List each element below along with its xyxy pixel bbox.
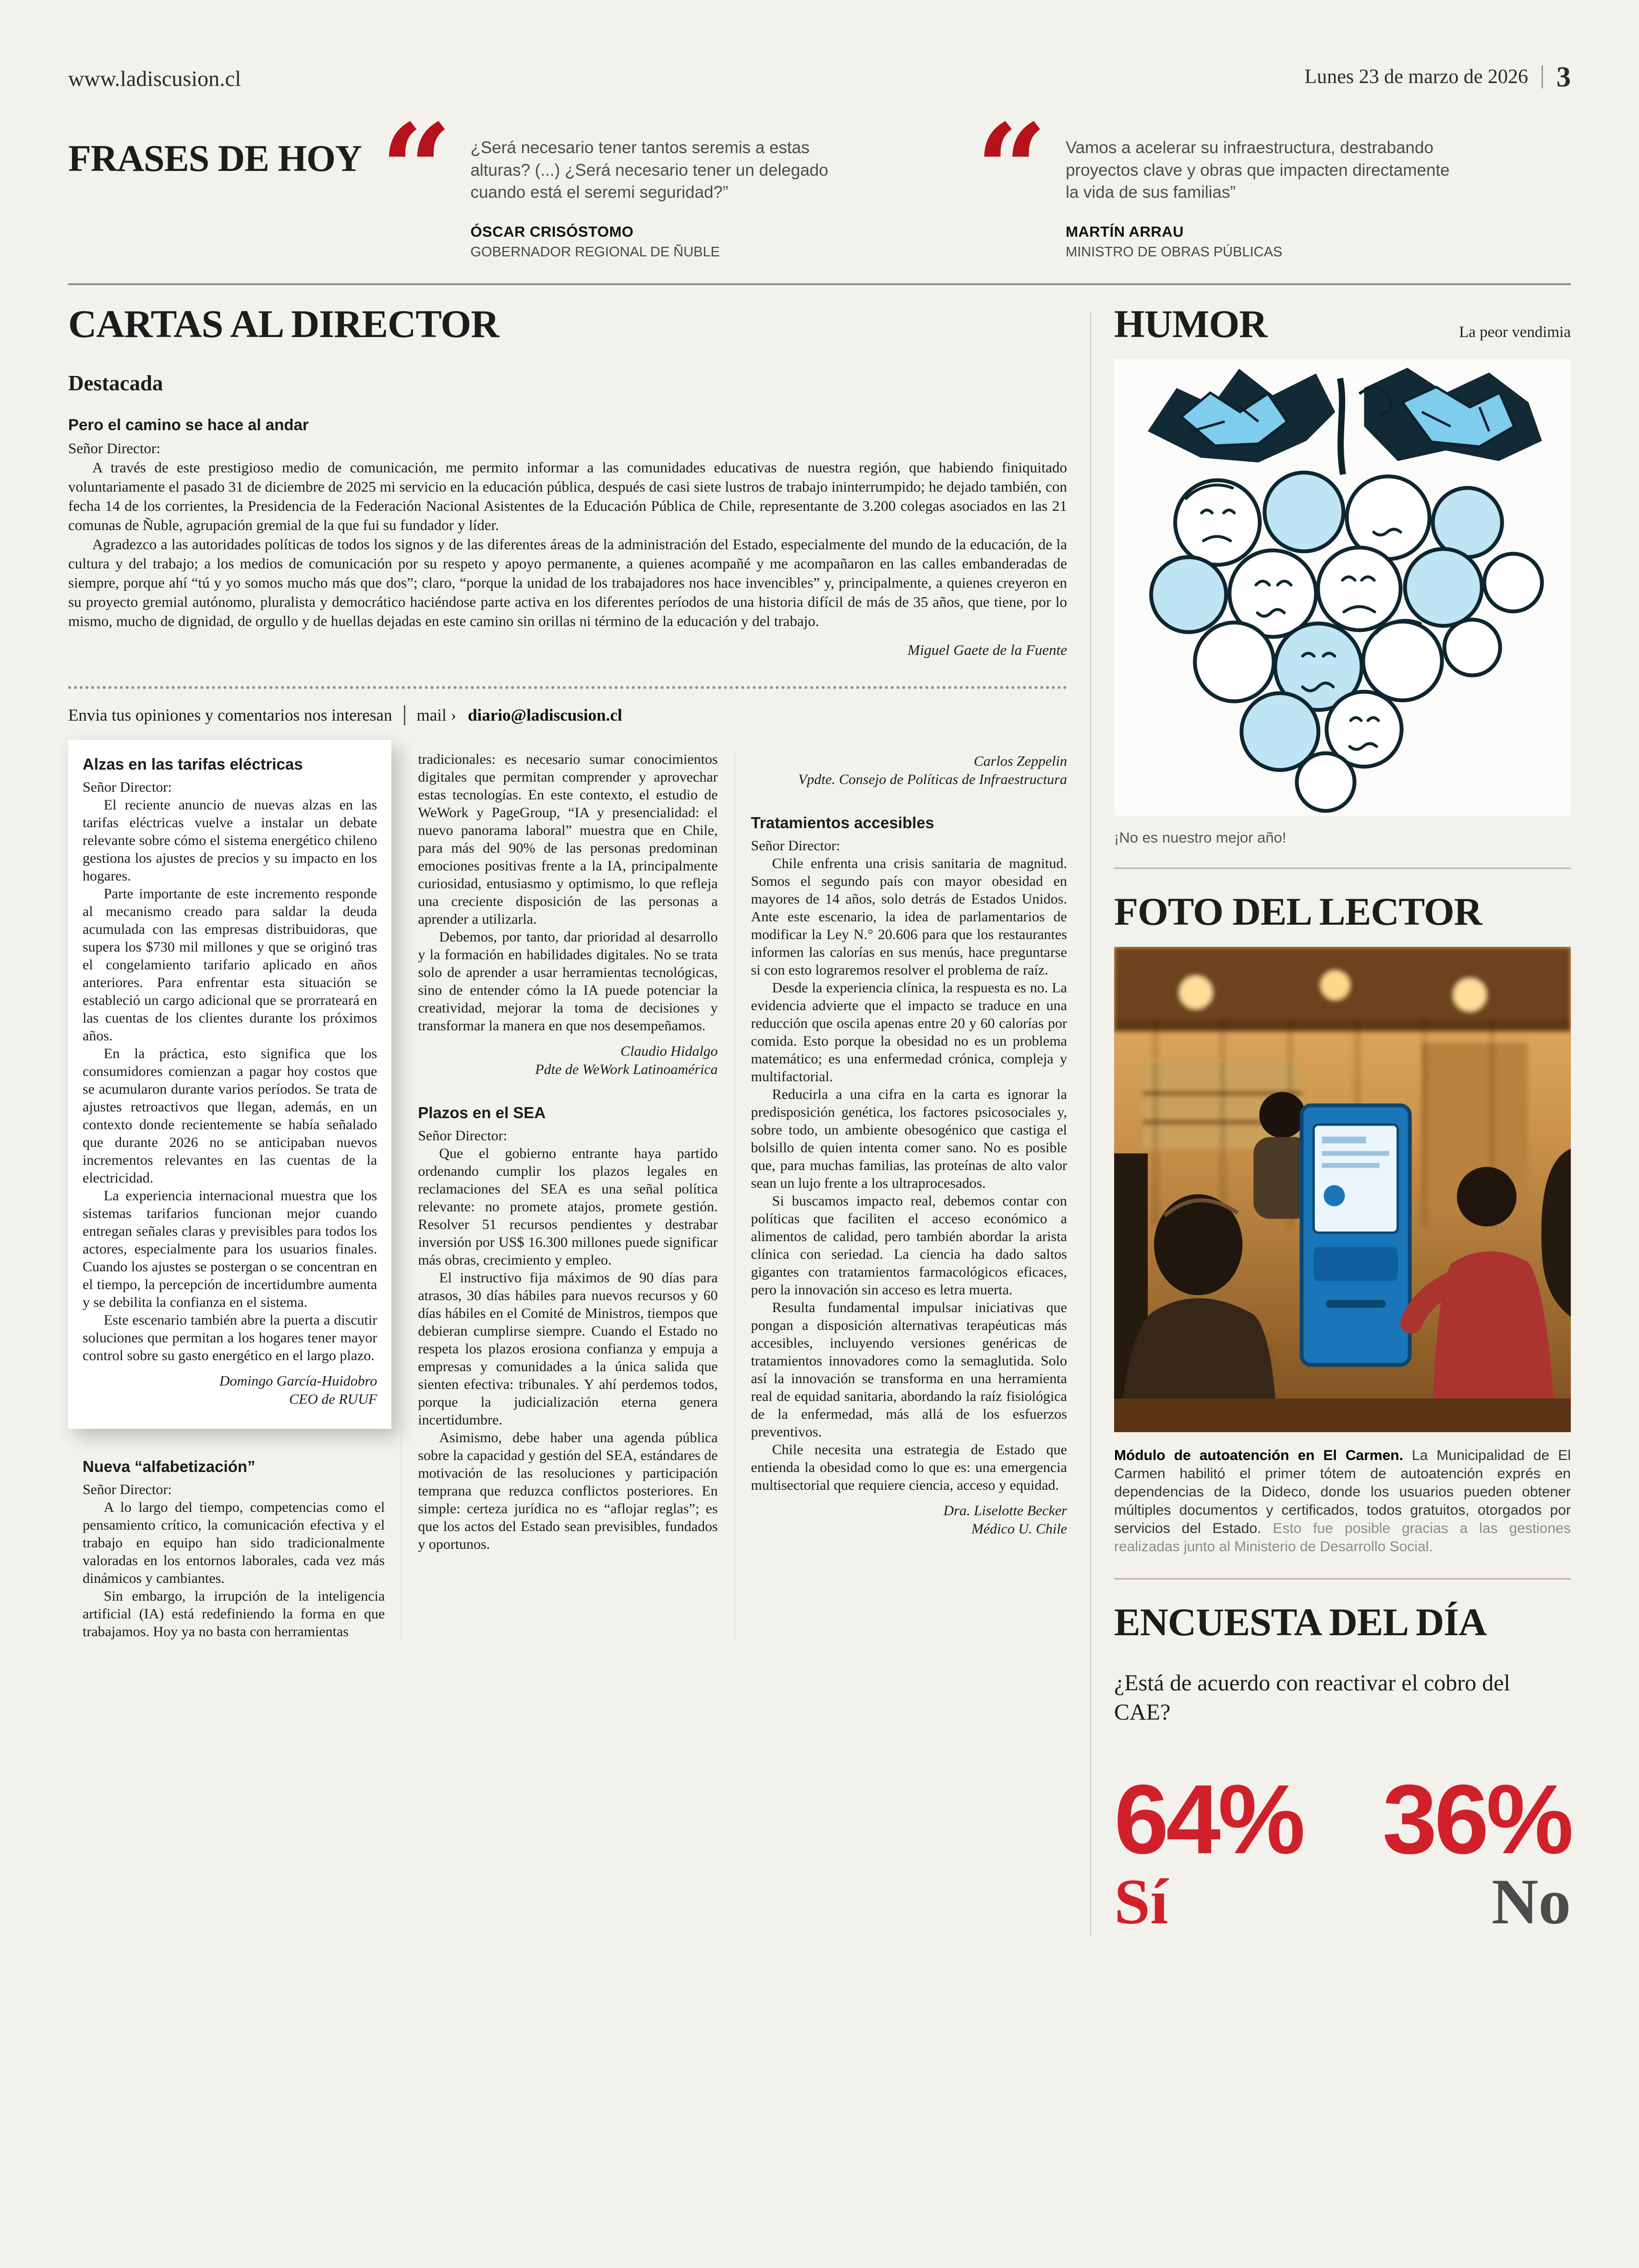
frases-title: FRASES DE HOY [68,137,362,179]
quote-author-role: GOBERNADOR REGIONAL DE ÑUBLE [470,244,720,260]
letter-paragraph: A través de este prestigioso medio de comunicación, me permito informar a las comunidades educativas de nuestra región, que habiendo finiquitado voluntariamente el pasado 31 de diciembre de 2025 mi servicio en la educación pública, después de casi siete lustros de trabajo ininterrumpido; he dejado también, con fecha 14 de los corrientes, la Presidencia de la Federación Nacional Asistentes de la Educación Pública de Chile, representante de 3.200 colegas asociados en las 21 comunas de Ñuble, agrupación gremial de la que fui su fundador y líder. [68,458,1067,533]
letters-column-2 [401,750,734,1641]
dotted-rule [68,686,1067,689]
frases-de-hoy-section [68,97,1571,260]
letter-paragraph: La experiencia internacional muestra que los sistemas tarifarios funcionan mejor cuando entregan señales claras y previsibles para todos los actores, especialmente para los usuarios finales. Cuando los ajustes se postergan o se concentran en el tiempo, la percepción de incertidumbre aumenta y se debilita la confianza en el sistema. [83,1187,377,1310]
section-rule [1114,1578,1571,1580]
right-column [1114,304,1571,1936]
letter-signature [751,1502,1067,1538]
letter-paragraph: Chile necesita una estrategia de Estado que entienda la obesidad como lo que es: una emergencia multisectorial que requiere ciencia, acceso y equidad. [751,1441,1067,1493]
signature-name: Carlos Zeppelin [973,753,1067,769]
letter-title: Nueva “alfabetización” [83,1457,255,1475]
signature-name: Dra. Liselotte Becker [943,1502,1067,1519]
page-header [68,62,1571,91]
quote-text: Vamos a acelerar su infraestructura, destrabando proyectos clave y obras que impacten directamente la vida de sus familias” [1066,138,1450,202]
destacada-label: Destacada [68,371,163,395]
letter-paragraph: Asimismo, debe haber una agenda pública sobre la capacidad y gestión del SEA, estándares de motivación de las resoluciones y participación temprana que reduzca conflictos posteriores. En simple: certeza jurídica no es “aflojar reglas”; es que los actos del Estado sean previsibles, fundados y oportunos. [418,1429,718,1552]
letter-title: Tratamientos accesibles [751,813,935,832]
letter-paragraph: Chile enfrenta una crisis sanitaria de magnitud. Somos el segundo país con mayor obesidad en mayores de 14 años, solo detrás de Estados Unidos. Ante este escenario, la idea de parlamentarios de modificar la Ley N.° 20.606 para que los restaurantes informen las calorías en sus menús, hace preguntarse si con esto lograremos resolver el problema de raíz. [751,855,1067,978]
letter-paragraph: El instructivo fija máximos de 90 días para atrasos, 30 días hábiles para nuevos recursos y 60 días hábiles en el Comité de Ministros, tiempos que debieran cumplirse siempre. Cuando el Estado no respeta los plazos erosiona confianza y empuja a empresas y comunidades a la única salida que sienten efectiva: tribunales. Y ahí perdemos todos, porque la judicialización eterna genera incertidumbre. [418,1269,718,1428]
letter-title: Pero el camino se hace al andar [68,415,309,434]
letter-paragraph: Parte importante de este incremento responde al mecanismo creado para saldar la deuda acumulada con las empresas distribuidoras, que supera los $730 mil millones y que se originó tras el congelamiento tarifario aplicado en años anteriores. Para enfrentar esta situación se estableció un cargo adicional que se prorrateará en las cuentas de los clientes durante los próximos años. [83,885,377,1044]
letter-paragraph: Agradezco a las autoridades políticas de todos los signos y de las diferentes áreas de la administración del Estado, especialmente del mundo de la educación, de la cultura y del trabajo; a los medios de comunicación por su respeto y apoyo permanente, a quienes acompañé y me acompañaron en las calles embanderadas de siempre, porque ahí “tú y yo somos mucho más que dos”; claro, “porque la unidad de los trabajadores nos hace invencibles” y, principalmente, a quienes creyeron en su proyecto gremial autónomo, pluralista y democrático haciéndose parte activa en los diferentes períodos de una historia difícil de más de 35 años, que tiene, por lo mismo, mucho de dignidad, de orgullo y de huellas dejadas en este camino sin orillas ni término de la educación y del trabajo. [68,535,1067,629]
quote-author: MARTÍN ARRAU [1066,223,1184,240]
quote-block-2 [975,97,1571,260]
letter-salutation: Señor Director: [418,1127,508,1144]
letter-paragraph: Debemos, por tanto, dar prioridad al desarrollo y la formación en habilidades digitales. No se trata solo de aprender a usar herramientas tecnológicas, sino de entender cómo la IA puede potenciar la creatividad, mejorar la toma de decisiones y transformar la manera en que nos desempeñamos. [418,929,718,1034]
contact-email-link[interactable]: diario@ladiscusion.cl [468,705,622,724]
letters-columns [68,750,1067,1641]
poll-results [1114,1764,1571,1938]
poll-no-value: 36% [1382,1764,1571,1874]
signature-role: Vpdte. Consejo de Políticas de Infraestructura [798,771,1067,787]
letter-tratamientos [751,814,1067,1538]
quote-icon: “ [380,97,452,243]
featured-letter [68,416,1067,660]
contact-divider [404,705,405,725]
quote-author-role: MINISTRO DE OBRAS PÚBLICAS [1066,244,1283,260]
kiosk-photo-illustration [1114,947,1571,1432]
poll-no [1382,1764,1571,1938]
photo-floor [1114,1399,1571,1432]
poll-question: ¿Está de acuerdo con reactivar el cobro del CAE? [1114,1670,1510,1725]
header-divider [1542,65,1543,88]
letter-salutation: Señor Director: [83,1481,172,1497]
section-rule [1114,868,1571,869]
cartas-title: CARTAS AL DIRECTOR [68,302,499,346]
letter-paragraph: Reducirla a una cifra en la carta es ignorar la predisposición genética, los factores psicosociales y, sobre todo, un ambiente obesogénico que castiga el bolsillo de quien intenta comer sano. No es posible que, para muchas familias, las proteínas de alto valor sean un lujo frente a los ultraprocesados. [751,1086,1067,1191]
letter-paragraph: Si buscamos impacto real, debemos contar con políticas que faciliten el acceso económico a alimentos de calidad, pero también abordar la arista clínica con seriedad. La ciencia ha dado saltos gigantes con tratamientos farmacológicos eficaces, pero la innovación sin acceso es letra muerta. [751,1193,1067,1298]
page-number: 3 [1556,61,1571,93]
letter-sea-signature [751,750,1067,789]
letter-alfabetizacion-continuation [418,750,717,1079]
issue-date: Lunes 23 de marzo de 2026 [1304,66,1528,88]
photo-caption-note: Esto fue posible gracias a las gestiones realizadas junto al Ministerio de Desarrollo Social. [1114,1520,1571,1555]
letters-column-1 [68,750,401,1641]
letter-sea [418,1104,717,1553]
letter-salutation: Señor Director: [83,779,172,795]
letter-salutation: Señor Director: [751,837,840,854]
encuesta-title: ENCUESTA DEL DÍA [1114,1600,1487,1644]
letters-column-3 [734,750,1067,1641]
letter-title: Plazos en el SEA [418,1103,546,1122]
quote-block-1 [380,97,976,260]
site-url[interactable]: www.ladiscusion.cl [68,66,241,91]
humor-header [1114,304,1571,344]
letter-signature [83,1372,377,1409]
date-block [1305,62,1571,91]
contact-line [68,705,1067,725]
quote-icon: “ [975,97,1048,243]
kiosk-totem [1301,1105,1409,1365]
header-rule [68,283,1571,285]
vertical-divider [1090,312,1091,1936]
poll-yes [1114,1764,1303,1938]
letter-paragraph: Sin embargo, la irrupción de la inteligencia artificial (IA) está redefiniendo la forma en que trabajamos. Hoy ya no basta con herramientas [83,1588,385,1640]
photo-caption-lead: Módulo de autoatención en El Carmen. [1114,1447,1403,1463]
letter-title: Alzas en las tarifas eléctricas [83,755,303,773]
humor-subtitle: La peor vendimia [1459,323,1571,341]
cartas-section [68,304,1067,1936]
letter-paragraph: tradicionales: es necesario sumar conocimientos digitales que permitan comprender y aprovechar estas tecnologías. En este contexto, el estudio de WeWork y PageGroup, “IA y presencialidad: el nuevo panorama laboral” muestra que en Chile, para más del 90% de las personas predominan emociones positivas frente a la IA, principalmente curiosidad, entusiasmo y optimismo, lo que refleja una creciente disposición de las personas a aprender a utilizarla. [418,751,718,927]
quote-body [471,137,864,260]
contact-mail-label: mail › [416,705,457,724]
humor-caption: ¡No es nuestro mejor año! [1114,829,1287,846]
foto-title: FOTO DEL LECTOR [1114,889,1482,933]
poll-yes-value: 64% [1114,1764,1303,1874]
letter-paragraph: A lo largo del tiempo, competencias como el pensamiento crítico, la comunicación efectiva y el trabajo en equipo han sido tradicionalmente valoradas en los entornos laborales, cada vez más dinámicos y cambiantes. [83,1499,385,1586]
signature-role: Pdte de WeWork Latinoamérica [535,1061,718,1077]
letter-paragraph: Que el gobierno entrante haya partido ordenando cumplir los plazos legales en reclamaciones del SEA es una señal política relevante: no promete atajos, promete gestión. Resolver 51 recursos pendientes y destrabar inversión por US$ 16.300 millones puede significar más obras, crecimiento y empleo. [418,1145,718,1268]
signature-name: Domingo García-Huidobro [219,1373,377,1389]
letter-paragraph: Resulta fundamental impulsar iniciativas que pongan a disposición alternativas terapéuticas más accesibles, incluyendo versiones genéricas de tratamientos innovadores como la semaglutida. Solo así la innovación se transforma en una herramienta real de equidad sanitaria, abordando la raíz fisiológica de la enfermedad, más allá de los esfuerzos preventivos. [751,1299,1067,1440]
letter-paragraph: Desde la experiencia clínica, la respuesta es no. La evidencia advierte que el impacto se traduce en una reducción que oscila apenas entre 20 y 60 calorías por comida. Esto porque la obesidad no es un problema matemático; es una enfermedad crónica, compleja y multifactorial. [751,979,1067,1085]
letter-signature: Miguel Gaete de la Fuente [907,641,1067,658]
letter-signature [418,1042,717,1079]
photo-caption [1114,1447,1571,1556]
quote-body [1066,137,1459,260]
signature-role: CEO de RUUF [289,1391,377,1407]
humor-title: HUMOR [1114,302,1267,346]
poll-yes-label: Sí [1114,1866,1168,1938]
humor-cartoon [1114,359,1571,816]
letter-salutation: Señor Director: [68,439,160,457]
letter-alzas [68,740,391,1429]
main-content [68,304,1571,1936]
reader-photo [1114,947,1571,1432]
photo-caption-body: La Municipalidad de El Carmen habilitó el primer tótem de autoatención exprés en dependencias de la Dideco, donde los usuarios pueden obtener múltiples documentos y certificados, todos gratuitos, otorgados por servicios del Estado. [1114,1447,1571,1536]
letter-paragraph: En la práctica, esto significa que los consumidores comienzan a pagar hoy costos que se acumularon durante varios períodos. Se trata de ajustes retroactivos que llegan, además, en un contexto donde recientemente se había señalado que durante 2026 no se anticipaban nuevos incrementos relevantes en las cuentas de la electricidad. [83,1045,377,1186]
grapes-illustration [1114,359,1571,816]
quote-author: ÓSCAR CRISÓSTOMO [470,223,634,240]
letter-paragraph: El reciente anuncio de nuevas alzas en las tarifas eléctricas vuelve a instalar un debate relevante sobre cómo el sistema energético chileno gestiona los ajustes de precios y su impacto en los hogares. [83,796,377,884]
signature-name: Claudio Hidalgo [620,1043,718,1059]
poll-no-label: No [1492,1866,1571,1938]
signature-role: Médico U. Chile [971,1520,1067,1537]
letter-alfabetizacion-start [83,1458,385,1641]
letter-paragraph: Este escenario también abre la puerta a discutir soluciones que permitan a los hogares tener mayor control sobre su gasto energético en el largo plazo. [83,1312,377,1363]
quote-text: ¿Será necesario tener tantos seremis a estas alturas? (...) ¿Será necesario tener un delegado cuando está el seremi seguridad?” [470,138,828,202]
contact-text: Envia tus opiniones y comentarios nos interesan [68,705,392,724]
